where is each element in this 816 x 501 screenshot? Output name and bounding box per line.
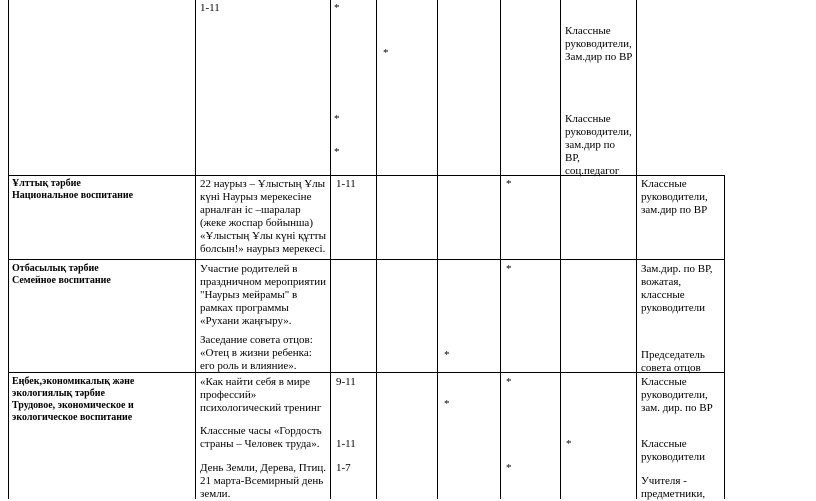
event-line: 21 марта-Всемирный день [200, 475, 324, 487]
star-mark: * [383, 47, 389, 59]
row-divider [8, 372, 725, 373]
table-border [560, 0, 561, 175]
table-border [8, 175, 9, 499]
responsible-line: совета отцов [641, 362, 701, 374]
section-title: экологическое воспитание [12, 412, 133, 423]
event-line: Классные часы «Гордость [200, 425, 322, 437]
table-border [330, 175, 331, 499]
event-line: «Рухани жаңғыру». [200, 315, 292, 327]
section-title: Семейное воспитание [12, 275, 111, 286]
event-line: "Наурыз мейрамы" в [200, 289, 298, 301]
table-border [636, 175, 637, 499]
responsible-line: Председатель [641, 349, 705, 361]
responsible-line: руководители, [641, 191, 708, 203]
table-border [195, 175, 196, 499]
grades-cell: 1-11 [200, 2, 220, 14]
table-border [8, 0, 9, 175]
event-line: земли. [200, 488, 231, 500]
responsible-line: ВР, [565, 152, 580, 164]
section-title: Отбасылық тәрбие [12, 263, 99, 274]
table-border [724, 175, 725, 499]
responsible-line: зам. дир. по ВР [641, 402, 713, 414]
table-border [376, 0, 377, 175]
responsible-line: Зам.дир по ВР [565, 51, 633, 63]
event-line: күні Наурыз мерекесіне [200, 191, 312, 203]
responsible-line: Классные [641, 178, 687, 190]
table-border [560, 175, 561, 499]
table-border [636, 0, 637, 175]
star-mark: * [506, 178, 512, 190]
event-line: болсын!» наурыз мерекесі. [200, 243, 326, 255]
responsible-line: Учителя - [641, 475, 687, 487]
grades-cell: 1-11 [336, 438, 356, 450]
responsible-line: зам.дир по [565, 139, 616, 151]
event-line: (жеке жоспар бойынша) [200, 217, 313, 229]
responsible-line: предметники, [641, 488, 706, 500]
grades-cell: 1-7 [336, 462, 351, 474]
section-title: Национальное воспитание [12, 190, 134, 201]
grades-cell: 1-11 [336, 178, 356, 190]
responsible-line: соц.педагог [565, 165, 620, 177]
table-border [330, 0, 331, 175]
event-line: «Отец в жизни ребенка: [200, 347, 312, 359]
star-mark: * [566, 438, 572, 450]
star-mark: * [506, 376, 512, 388]
section-title: Еңбек,экономикалық және [12, 376, 135, 387]
event-line: День Земли, Дерева, Птиц. [200, 462, 327, 474]
table-border [376, 175, 377, 499]
star-mark: * [506, 462, 512, 474]
section-title: экологиялық тәрбие [12, 388, 105, 399]
event-line: «Как найти себя в мире [200, 376, 310, 388]
event-line: арналған іс –шаралар [200, 204, 301, 216]
star-mark: * [334, 2, 340, 14]
star-mark: * [444, 349, 450, 361]
responsible-line: руководители, [565, 38, 632, 50]
responsible-line: зам.дир по ВР [641, 204, 708, 216]
event-line: Заседание совета отцов: [200, 334, 313, 346]
responsible-line: Классные [641, 438, 687, 450]
responsible-line: вожатая, [641, 276, 682, 288]
table-border [437, 0, 438, 175]
event-line: его роль и влияние». [200, 360, 297, 372]
table-border [500, 175, 501, 499]
table-border [437, 175, 438, 499]
responsible-line: Классные [565, 25, 611, 37]
star-mark: * [506, 263, 512, 275]
table-border [195, 0, 196, 175]
star-mark: * [334, 113, 340, 125]
grades-cell: 9-11 [336, 376, 356, 388]
table-border [500, 0, 501, 175]
event-line: Участие родителей в [200, 263, 298, 275]
event-line: 22 наурыз – Ұлыстың Ұлы [200, 178, 326, 190]
responsible-line: Классные [641, 376, 687, 388]
event-line: праздничном мероприятии [200, 276, 326, 288]
responsible-line: Зам.дир. по ВР, [641, 263, 713, 275]
section-title: Ұлттық тәрбие [12, 178, 81, 189]
responsible-line: руководители, [565, 126, 632, 138]
event-line: психологический тренинг [200, 402, 322, 414]
event-line: рамках программы [200, 302, 289, 314]
responsible-line: классные [641, 289, 685, 301]
responsible-line: руководители, [641, 389, 708, 401]
row-divider [8, 259, 725, 260]
event-line: страны – Человек труда». [200, 438, 320, 450]
event-line: профессий» [200, 389, 257, 401]
responsible-line: Классные [565, 113, 611, 125]
responsible-line: руководители [641, 302, 705, 314]
responsible-line: руководители [641, 451, 705, 463]
section-title: Трудовое, экономическое и [12, 400, 134, 411]
event-line: «Ұлыстың Ұлы күні құтты [200, 230, 327, 242]
star-mark: * [444, 398, 450, 410]
star-mark: * [334, 146, 340, 158]
